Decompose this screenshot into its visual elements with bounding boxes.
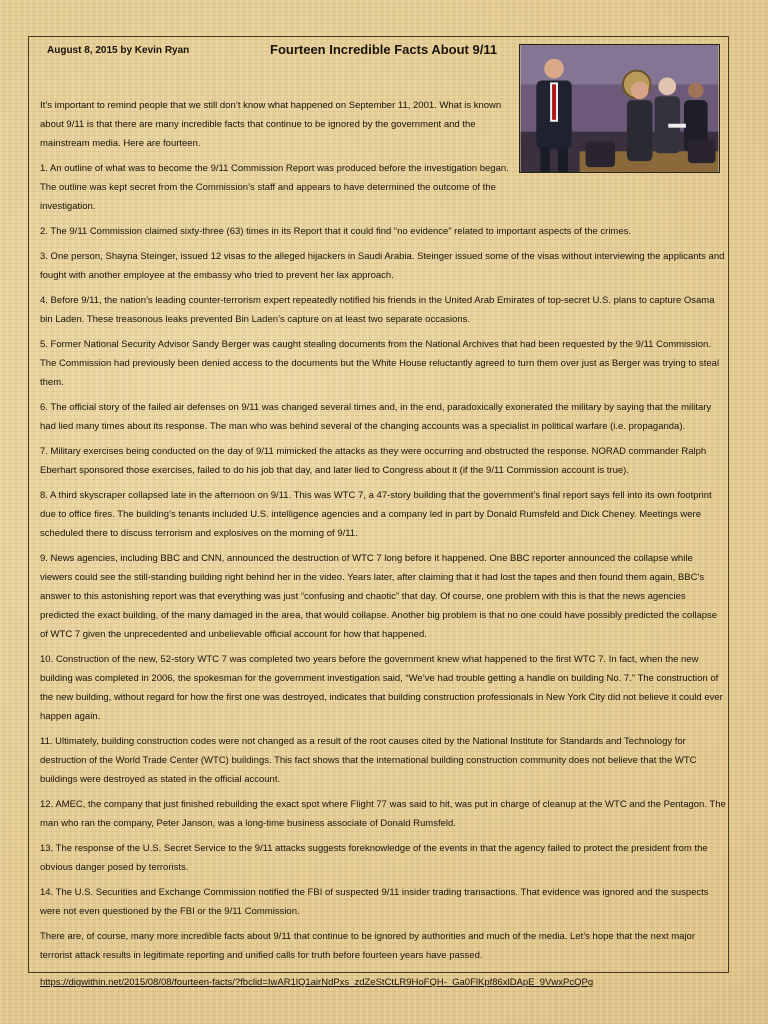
article-title: Fourteen Incredible Facts About 9/11 xyxy=(270,42,498,57)
article-byline: August 8, 2015 by Kevin Ryan xyxy=(47,45,190,56)
fact-3: 3. One person, Shayna Steinger, issued 12 visas to the alleged hijackers in Saudi Arabia. Steinger issued some of the visas without interviewing the applicants and fought with another employee at the embassy who tried to prevent her lax approach. xyxy=(40,251,725,281)
fact-12: 12. AMEC, the company that just finished rebuilding the exact spot where Flight 77 was said to hit, was put in charge of cleanup at the WTC and the Pentagon. The man who ran the company, Peter Janson, was a long-time business associate of Donald Rumsfeld. xyxy=(40,799,726,829)
article-body xyxy=(40,96,726,992)
fact-9: 9. News agencies, including BBC and CNN, announced the destruction of WTC 7 long before it happened. One BBC reporter announced the collapse while viewers could see the still-standing building right behind her in the video. Years later, after claiming that it had lost the tapes and then found them again, BBC’s answer to this astonishing report was that everything was just “confusing and chaotic” that day. Of course, one problem with this is that the news agencies predicted the exact building, of the many damaged in the area, that would collapse. Another big problem is that no one could have possibly predicted the collapse of WTC 7 given the unprecedented and unbelievable official account for how that happened. xyxy=(40,553,718,640)
closing-paragraph: There are, of course, many more incredible facts about 9/11 that continue to be ignored by authorities and much of the media. Let’s hope that the next major terrorist attack results in legitimate reporting and unified calls for truth before fourteen years have passed. xyxy=(40,931,696,961)
fact-8: 8. A third skyscraper collapsed late in the afternoon on 9/11. This was WTC 7, a 47-story building that the government’s final report says fell into its own footprint due to office fires. The building’s tenants included U.S. intelligence agencies and a company led in part by Donald Rumsfeld and Dick Cheney. Meetings were scheduled there to discuss terrorism and explosives on the morning of 9/11. xyxy=(40,490,712,539)
fact-7: 7. Military exercises being conducted on the day of 9/11 mimicked the attacks as they were occurring and obstructed the response. NORAD commander Ralph Eberhart sponsored those exercises, failed to do his job that day, and later lied to Congress about it (if the 9/11 Commission account is true). xyxy=(40,446,707,476)
fact-13: 13. The response of the U.S. Secret Service to the 9/11 attacks suggests foreknowledge of the events in that the agency failed to protect the president from the obvious danger posed by terrorists. xyxy=(40,843,708,873)
fact-5: 5. Former National Security Advisor Sandy Berger was caught stealing documents from the National Archives that had been requested by the 9/11 Commission. The Commission had previously been denied access to the documents but the White House reluctantly agreed to turn them over just as Berger was trying to steal them. xyxy=(40,339,720,388)
fact-2: 2. The 9/11 Commission claimed sixty-three (63) times in its Report that it could find “no evidence” related to important aspects of the crimes. xyxy=(40,226,632,237)
fact-10: 10. Construction of the new, 52-story WTC 7 was completed two years before the government knew what happened to the first WTC 7. In fact, when the new building was completed in 2006, the spokesman for the government investigation said, “We’ve had trouble getting a handle on building No. 7.” The construction of the new building, without regard for how the first one was destroyed, indicates that building construction professionals in New York City did not believe it could ever happen again. xyxy=(40,654,723,722)
fact-6: 6. The official story of the failed air defenses on 9/11 was changed several times and, in the end, paradoxically exonerated the military by saying that the military had lied many times about its response. The man who was behind several of the changing accounts was a specialist in political warfare (i.e. propaganda). xyxy=(40,402,712,432)
fact-4: 4. Before 9/11, the nation’s leading counter-terrorism expert repeatedly notified his friends in the United Arab Emirates of top-secret U.S. plans to capture Osama bin Laden. These treasonous leaks prevented Bin Laden’s capture on at least two separate occasions. xyxy=(40,295,715,325)
fact-1: 1. An outline of what was to become the 9/11 Commission Report was produced before the investigation began. The outline was kept secret from the Commission’s staff and appears to have determined the outcome of the investigation. xyxy=(40,163,509,212)
intro-paragraph: It’s important to remind people that we still don’t know what happened on September 11, 2001. What is known about 9/11 is that there are many incredible facts that continue to be ignored by the government and the mainstream media. Here are fourteen. xyxy=(40,100,502,149)
source-link[interactable]: https://digwithin.net/2015/08/08/fourteen-facts/?fbclid=IwAR1lQ1airNdPxs_zdZeStCtLR9HoFQH-_Ga0FlKpf86xlDApE_9VwxPcQPg xyxy=(40,977,594,988)
fact-11: 11. Ultimately, building construction codes were not changed as a result of the root causes cited by the National Institute for Standards and Technology for destruction of the World Trade Center (WTC) buildings. This fact shows that the international building construction community does not believe that the WTC buildings were destroyed as stated in the official account. xyxy=(40,736,697,785)
fact-14: 14. The U.S. Securities and Exchange Commission notified the FBI of suspected 9/11 insider trading transactions. That evidence was ignored and the suspects were not even questioned by the FBI or the 9/11 Commission. xyxy=(40,887,709,917)
